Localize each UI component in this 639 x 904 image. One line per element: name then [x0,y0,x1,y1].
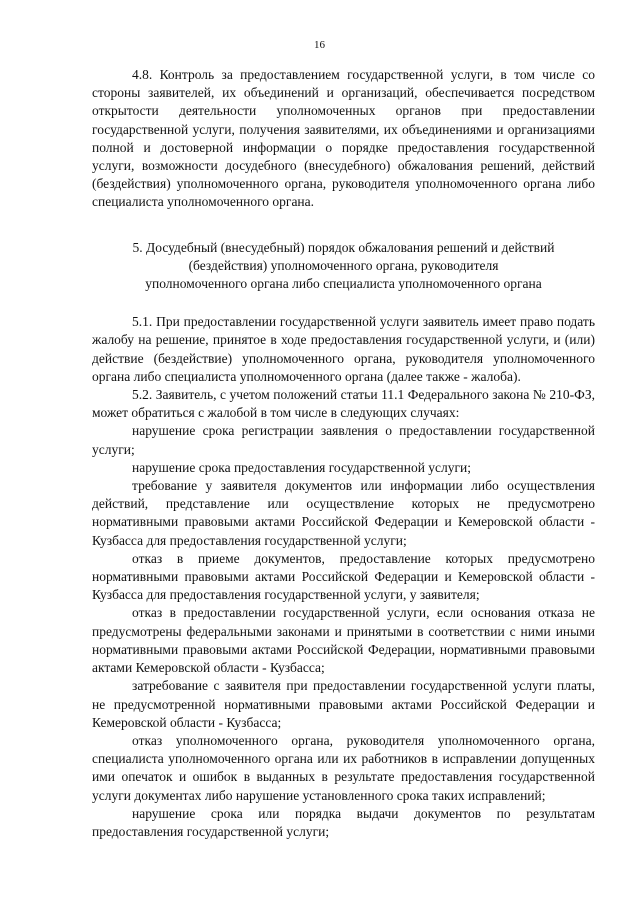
section-5-heading [92,239,595,294]
paragraph-4-8: 4.8. Контроль за предоставлением государственной услуги, в том числе со стороны заявителей, их объединений и организаций, обеспечивается посредством открытости деятельности уполномоченных органов при предоставлении государственной услуги, получения заявителями, их объединениями и организациями полной и достоверной информации о порядке предоставления государственной услуги, возможности досудебного (внесудебного) обжалования решений, действий (бездействия) уполномоченного органа, руководителя уполномоченного органа либо специалиста уполномоченного органа. [92,67,595,210]
paragraph-5-2: 5.2. Заявитель, с учетом положений статьи 11.1 Федерального закона № 210-ФЗ, может обратиться с жалобой в том числе в следующих случаях: [92,387,595,421]
list-item: отказ уполномоченного органа, руководителя уполномоченного органа, специалиста уполномоченного органа или их работников в исправлении допущенных ими опечаток и ошибок в выданных в результате предоставления государственной услуги документах либо нарушение установленного срока таких исправлений; [92,732,595,803]
section-5-heading-line: уполномоченного органа либо специалиста уполномоченного органа [145,276,542,292]
section-5-heading-line: 5. Досудебный (внесудебный) порядок обжалования решений и действий [132,239,555,255]
list-item: отказ в предоставлении государственной услуги, если основания отказа не предусмотрены федеральными законами и принятыми в соответствии с ними иными нормативными правовыми актами Российской Федерации, нормативными правовыми актами Кемеровской области - Кузбасса; [92,605,595,676]
list-item: нарушение срока или порядка выдачи документов по результатам предоставления государственной услуги; [92,805,595,839]
list-item: нарушение срока регистрации заявления о предоставлении государственной услуги; [92,423,595,457]
list-item: требование у заявителя документов или информации либо осуществления действий, представление или осуществление которых не предусмотрено нормативными правовыми актами Российской Федерации и Кемеровской области - Кузбасса для предоставления государственной услуги; [92,478,595,548]
list-item: нарушение срока предоставления государственной услуги; [132,459,472,475]
page-number: 16 [314,39,325,51]
section-5-heading-line: (бездействия) уполномоченного органа, руководителя [188,257,499,273]
document-body [92,66,595,841]
paragraph-5-1: 5.1. При предоставлении государственной услуги заявитель имеет право подать жалобу на решение, принятое в ходе предоставления государственной услуги, и (или) действие (бездействие) уполномоченного органа, руководителя уполномоченного органа либо специалиста уполномоченного органа (далее также - жалоба). [92,314,595,384]
list-item: затребование с заявителя при предоставлении государственной услуги платы, не предусмотренной нормативными правовыми актами Российской Федерации и Кемеровской области - Кузбасса; [92,678,595,730]
list-item: отказ в приеме документов, предоставление которых предусмотрено нормативными правовыми актами Российской Федерации и Кемеровской области - Кузбасса для предоставления государственной услуги, у заявителя; [92,550,595,603]
